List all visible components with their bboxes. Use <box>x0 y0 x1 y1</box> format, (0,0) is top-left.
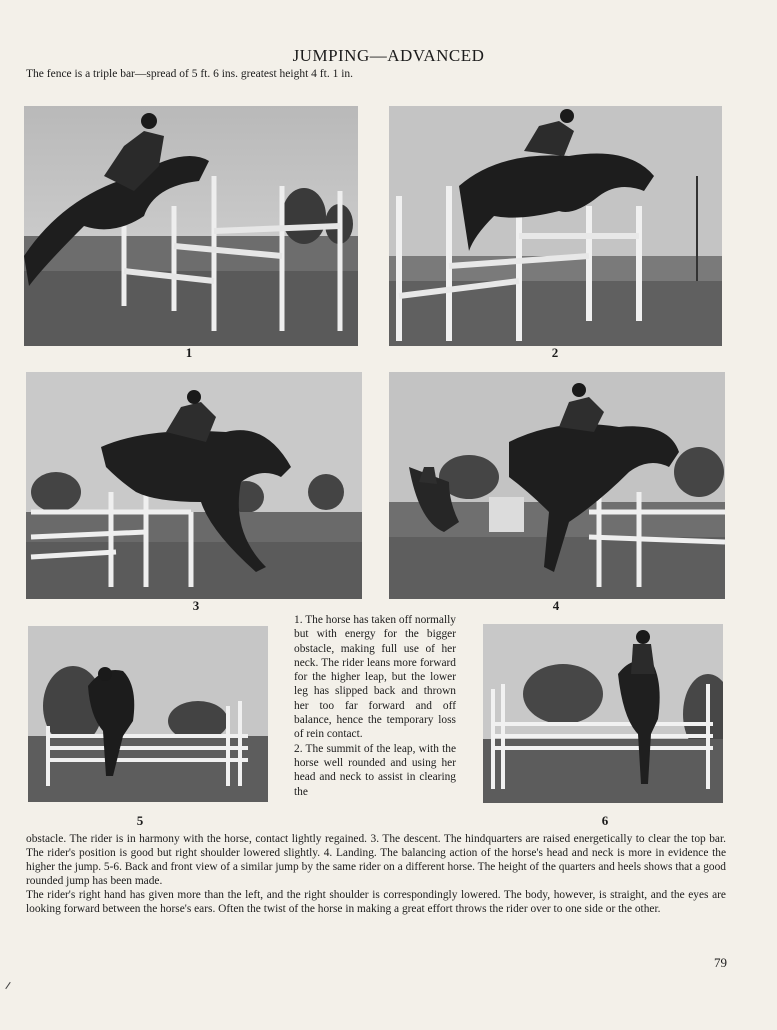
body-text <box>26 832 726 917</box>
photo-3 <box>26 372 362 599</box>
body-paragraph: The rider's right hand has given more than the left, and the right shoulder is correspondingly lowered. The body, however, is straight, and the eyes are looking forward between the horse's ears. Often the twist of the horse in making a great effort throws the rider over to one side or the other. <box>26 889 726 916</box>
page-number: 79 <box>714 955 727 970</box>
photo-number: 5 <box>136 813 144 828</box>
photo-number: 2 <box>551 345 559 360</box>
photo-number: 6 <box>601 813 609 828</box>
caption-paragraph: 1. The horse has taken off normally but with energy for the bigger obstacle, making full use of her neck. The rider leans more forward for the higher leap, but the lower leg has slipped back and thrown her too far forward and off balance, hence the temporary loss of rein contact. <box>294 614 456 741</box>
photo-4 <box>389 372 725 599</box>
photo-number: 3 <box>192 598 200 613</box>
photo-6 <box>483 624 723 803</box>
page-subtitle: The fence is a triple bar—spread of 5 ft. 6 ins. greatest height 4 ft. 1 in. <box>26 68 354 80</box>
page-mark <box>5 982 10 989</box>
photo-number: 1 <box>185 345 193 360</box>
caption-paragraph: 2. The summit of the leap, with the horse well rounded and using her head and neck to assist in clearing the <box>294 742 456 798</box>
photo-5 <box>28 626 268 802</box>
body-paragraph: obstacle. The rider is in harmony with the horse, contact lightly regained. 3. The descent. The hindquarters are raised energetically to clear the top bar. The rider's position is good but right shoulder lowered slightly. 4. Landing. The balancing action of the horse's head and neck is more in evidence the higher the jump. 5-6. Back and front view of a similar jump by the same rider on a different horse. The height of the quarters and heels shows that a good rounded jump has been made. <box>26 833 726 888</box>
photo-1 <box>24 106 358 346</box>
photo-number: 4 <box>552 598 560 613</box>
page-title: JUMPING—ADVANCED <box>292 46 485 65</box>
caption-column <box>294 613 456 799</box>
photo-2 <box>389 106 722 346</box>
